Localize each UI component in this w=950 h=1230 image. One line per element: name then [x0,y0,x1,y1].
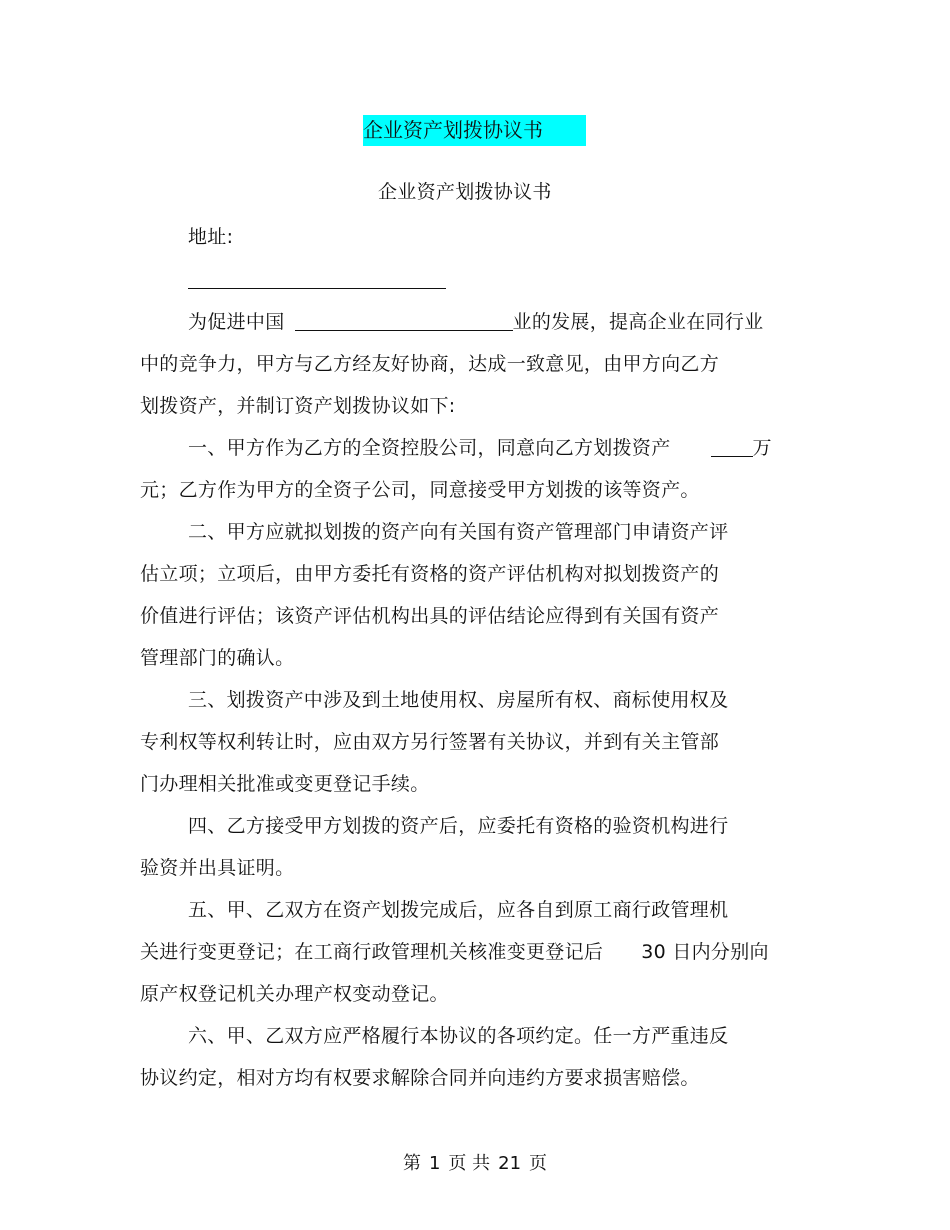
clause-4-line-1: 四、乙方接受甲方划拨的资产后，应委托有资格的验资机构进行 [188,815,729,837]
clause-2-line-1: 二、甲方应就拟划拨的资产向有关国有资产管理部门申请资产评 [188,521,729,543]
clause-1-line-2: 元；乙方作为甲方的全资子公司，同意接受甲方划拨的该等资产。 [140,479,700,501]
clause-2-line-3: 价值进行评估；该资产评估机构出具的评估结论应得到有关国有资产 [140,605,720,627]
footer-prefix: 第 [402,1153,421,1174]
clause-6-line-1: 六、甲、乙双方应严格履行本协议的各项约定。任一方严重违反 [188,1025,729,1047]
clause-6-line-2: 协议约定，相对方均有权要求解除合同并向违约方要求损害赔偿。 [140,1067,700,1089]
clause-5-line-3: 原产权登记机关办理产权变动登记。 [140,983,449,1005]
clause-1-text-b: 万 [752,437,772,459]
document-subtitle: 企业资产划拨协议书 [378,181,552,203]
clause-3-line-3: 门办理相关批准或变更登记手续。 [140,773,430,795]
amount-blank [711,436,753,457]
document-title: 企业资产划拨协议书 [363,118,543,142]
clause-5-text-a: 关进行变更登记；在工商行政管理机关核准变更登记后 [140,941,604,963]
clause-5-text-b: 30 日内分别向 [641,941,769,963]
clause-3-line-1: 三、划拨资产中涉及到土地使用权、房屋所有权、商标使用权及 [188,689,729,711]
intro-text-a: 为促进中国 [188,311,285,333]
industry-blank [295,310,513,331]
intro-text-b: 业的发展，提高企业在同行业 [512,311,764,333]
clause-4-line-2: 验资并出具证明。 [140,857,295,879]
clause-2-line-4: 管理部门的确认。 [140,647,295,669]
clause-5-line-2 [140,940,769,964]
page-footer [0,1152,950,1176]
footer-mid: 页 共 [448,1153,491,1174]
clause-2-line-2: 估立项；立项后，由甲方委托有资格的资产评估机构对拟划拨资产的 [140,563,720,585]
footer-suffix: 页 [529,1153,548,1174]
clause-1-text-a: 一、甲方作为乙方的全资控股公司，同意向乙方划拨资产 [188,437,671,459]
clause-5-line-1: 五、甲、乙双方在资产划拨完成后，应各自到原工商行政管理机 [188,899,729,921]
intro-line-1 [188,310,763,334]
address-label: 地址: [188,226,234,248]
clause-1-line-1 [188,436,772,460]
intro-line-2: 中的竞争力，甲方与乙方经友好协商，达成一致意见，由甲方向乙方 [140,353,720,375]
address-underline [188,268,446,289]
current-page-number: 1 [428,1153,441,1174]
intro-line-3: 划拨资产，并制订资产划拨协议如下: [140,395,456,417]
clause-3-line-2: 专利权等权利转让时，应由双方另行签署有关协议，并到有关主管部 [140,731,720,753]
total-page-count: 21 [498,1153,522,1174]
address-blank [188,268,446,292]
